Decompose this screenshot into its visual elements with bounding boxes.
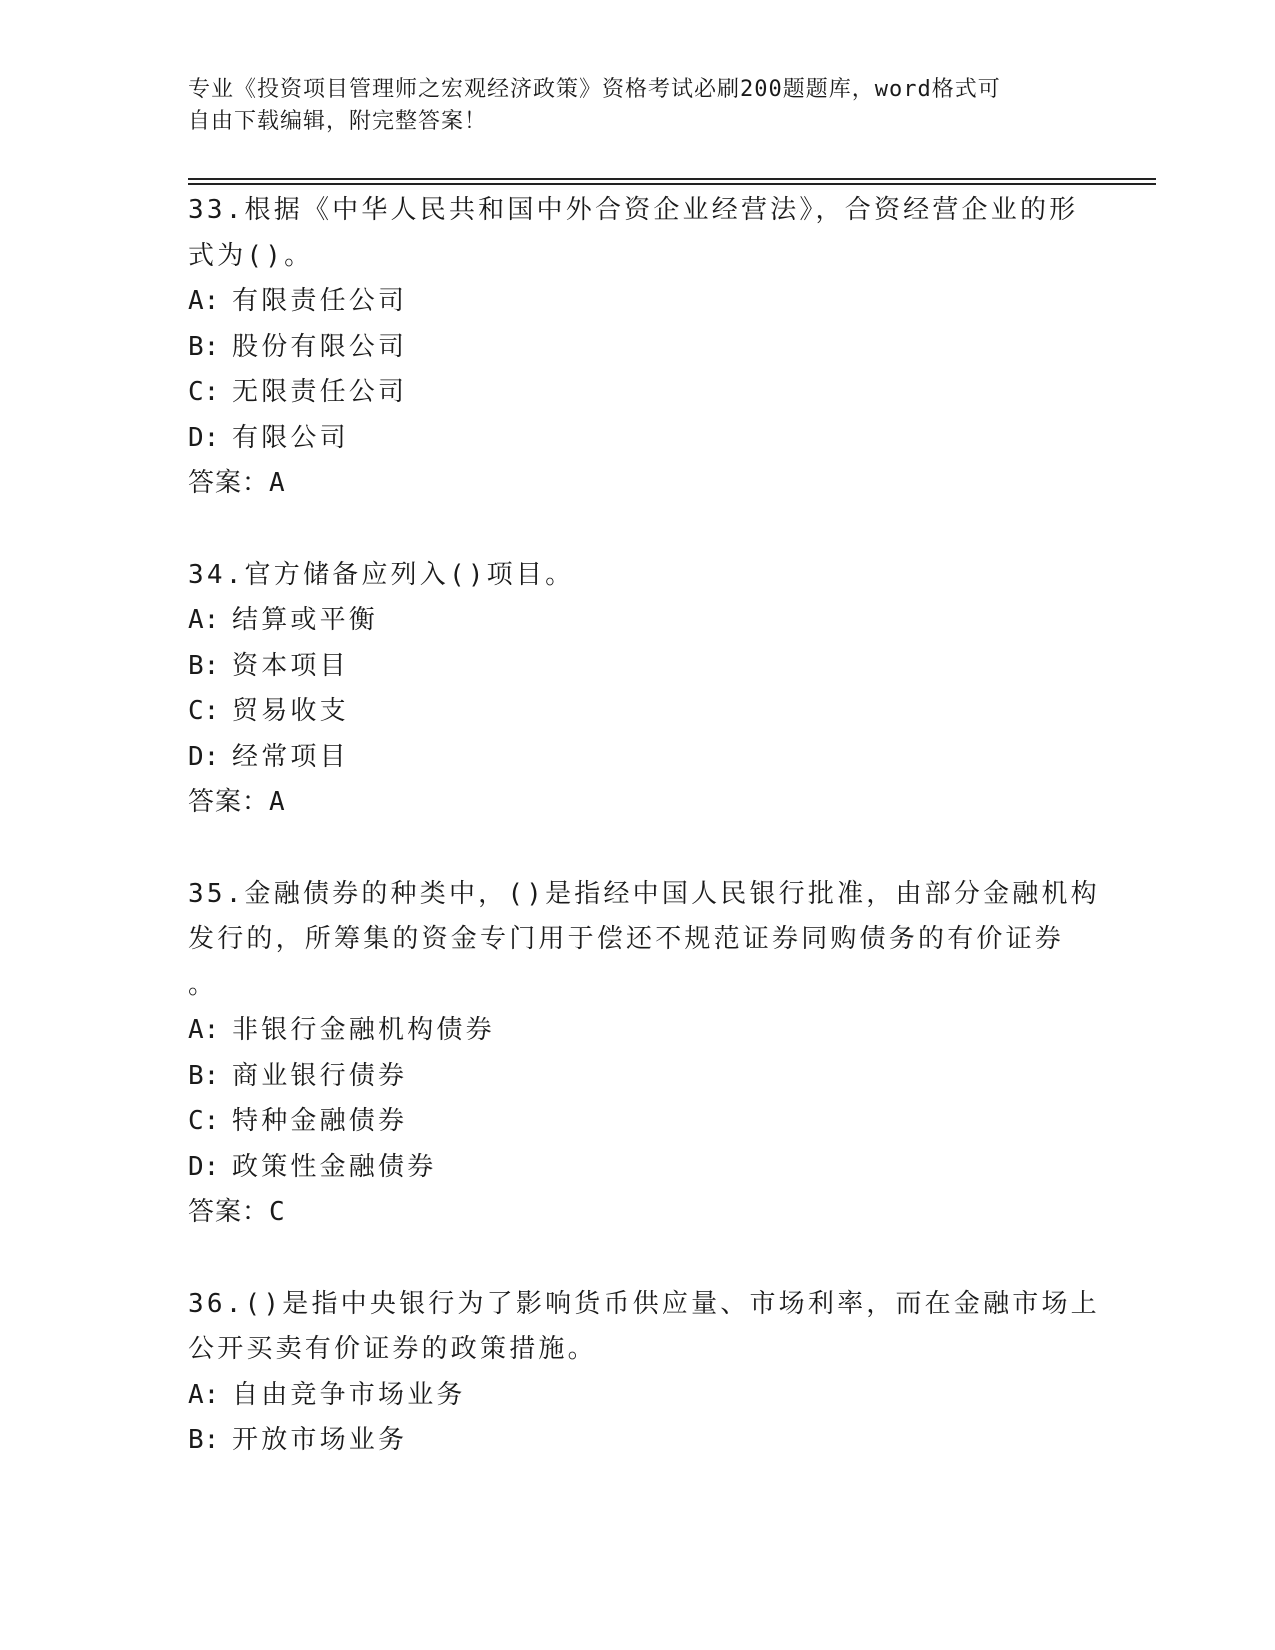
header-divider-top [188,178,1156,180]
answer-value: A [269,468,285,498]
option-a [188,1008,1088,1054]
option-text: 开放市场业务 [232,1425,408,1455]
option-letter: B: [188,331,220,362]
option-text: 有限公司 [232,422,349,453]
option-a [188,598,1088,644]
answer-label: 答案： [188,468,270,498]
answer-line [188,780,1088,826]
document-header [188,74,1068,138]
question-36 [188,1282,1100,1464]
option-c [188,370,1088,416]
question-stem-line: 35.金融债券的种类中，()是指经中国人民银行批准，由部分金融机构 [188,878,1100,909]
option-letter: B: [188,650,220,681]
option-letter: C: [188,1106,220,1136]
option-text: 股份有限公司 [232,331,408,362]
option-d [188,1145,1088,1191]
option-d [188,735,1088,781]
option-letter: A: [188,1015,220,1045]
option-b [188,1054,1088,1100]
option-b [188,325,1088,371]
question-stem [188,553,1088,599]
option-text: 自由竞争市场业务 [232,1379,466,1410]
answer-value: A [269,787,285,817]
option-text: 资本项目 [232,650,349,681]
option-text: 商业银行债券 [232,1060,408,1091]
question-stem-line: 33.根据《中华人民共和国中外合资企业经营法》，合资经营企业的形 [188,195,1079,225]
question-stem [188,872,1100,1009]
option-text: 特种金融债券 [232,1106,408,1136]
option-letter: A: [188,605,220,635]
question-stem-line: 公开买卖有价证券的政策措施。 [188,1334,597,1364]
option-text: 有限责任公司 [232,286,408,316]
option-letter: B: [188,1060,220,1091]
option-text: 非银行金融机构债券 [232,1015,495,1045]
option-d [188,416,1088,462]
question-stem-line: 式为()。 [188,240,314,271]
option-text: 结算或平衡 [232,605,379,635]
question-stem-line: 发行的，所筹集的资金专门用于偿还不规范证券同购债务的有价证券 [188,924,1065,954]
answer-label: 答案： [188,1197,270,1227]
option-text: 贸易收支 [232,696,349,726]
question-33 [188,188,1088,507]
header-divider-bottom [188,183,1156,185]
option-letter: D: [188,1151,220,1182]
option-a [188,1373,1088,1419]
option-text: 政策性金融债券 [232,1151,437,1182]
question-stem-line: 34.官方储备应列入()项目。 [188,559,575,590]
answer-line [188,1190,1088,1236]
option-letter: A: [188,286,220,316]
option-b [188,644,1088,690]
header-line-2: 自由下载编辑，附完整答案！ [188,109,488,134]
option-letter: D: [188,741,220,772]
option-text: 经常项目 [232,741,349,772]
answer-label: 答案： [188,787,270,817]
question-34 [188,553,1088,826]
option-a [188,279,1088,325]
answer-line [188,461,1088,507]
question-stem-line: 36.()是指中央银行为了影响货币供应量、市场利率，而在金融市场上 [188,1288,1100,1319]
header-line-1: 专业《投资项目管理师之宏观经济政策》资格考试必刷200题题库，word格式可 [188,77,1001,102]
option-letter: D: [188,422,220,453]
answer-value: C [269,1197,285,1227]
question-list [188,188,1100,1510]
question-stem [188,1282,1100,1373]
question-stem-line: 。 [188,969,218,1000]
option-text: 无限责任公司 [232,377,408,407]
option-c [188,689,1088,735]
option-letter: A: [188,1379,220,1410]
option-letter: B: [188,1425,220,1455]
option-c [188,1099,1088,1145]
question-stem [188,188,1088,279]
question-35 [188,872,1100,1236]
option-letter: C: [188,696,220,726]
option-letter: C: [188,377,220,407]
option-b [188,1418,1088,1464]
